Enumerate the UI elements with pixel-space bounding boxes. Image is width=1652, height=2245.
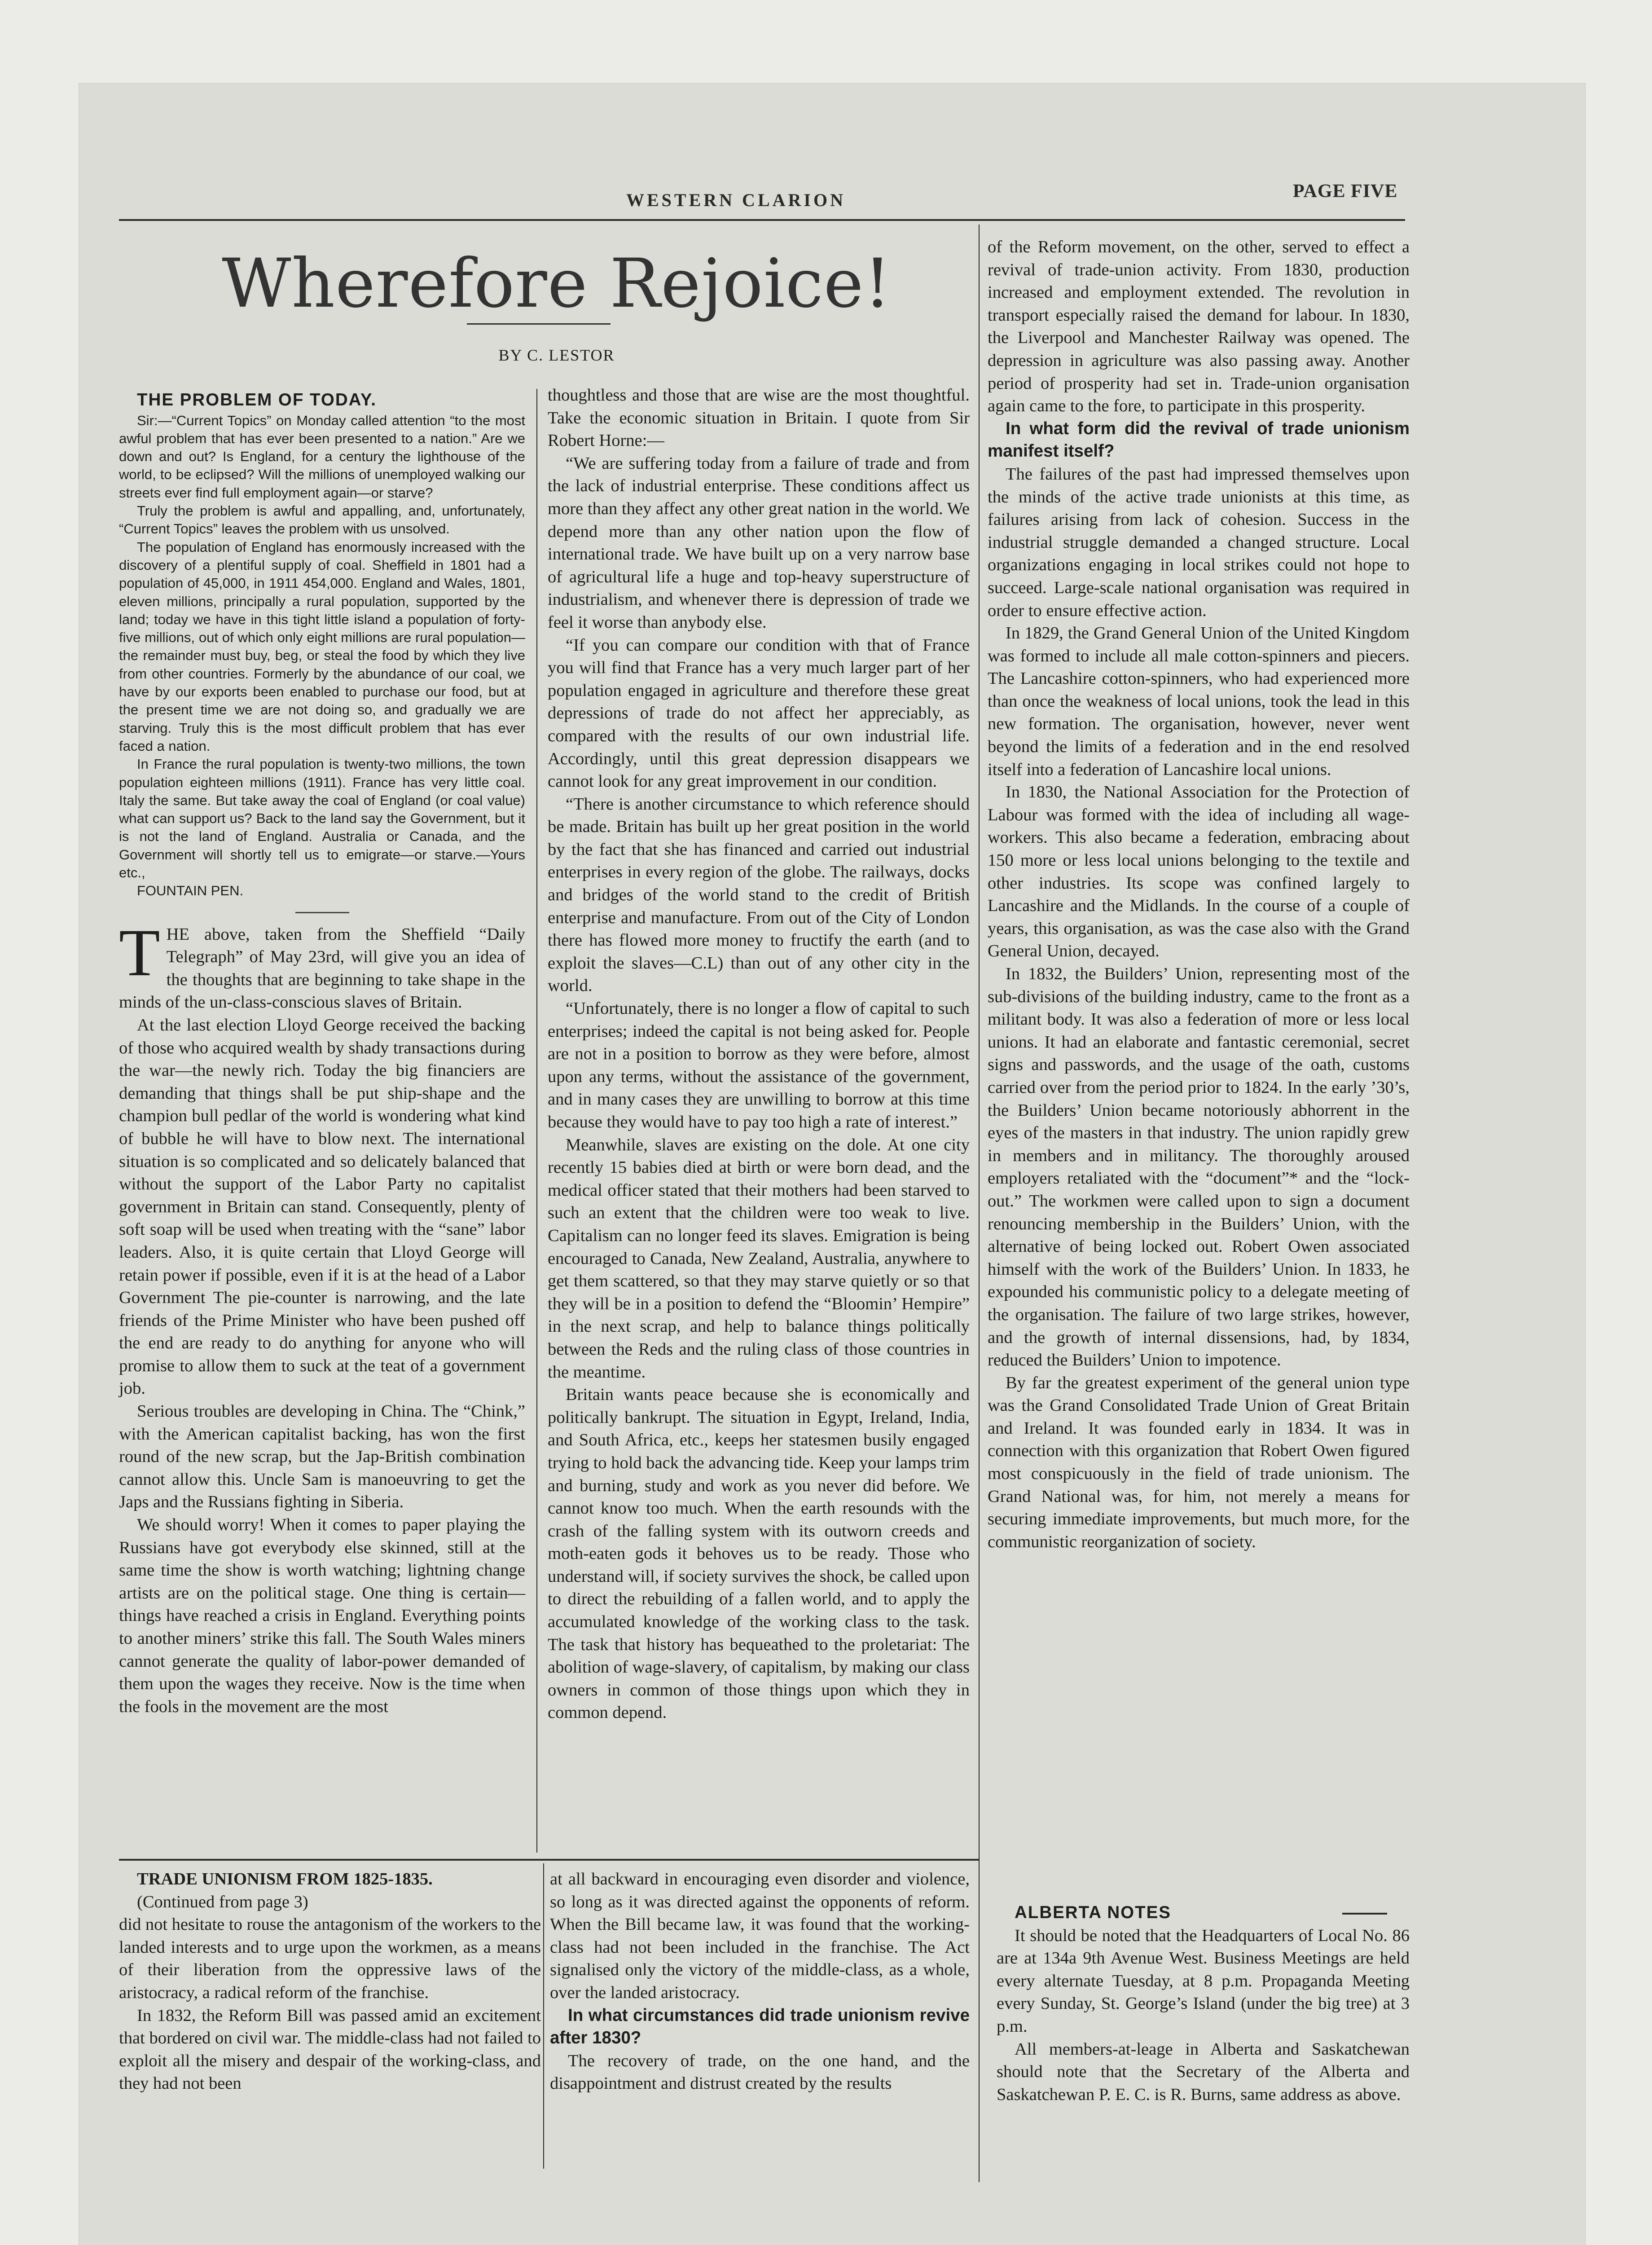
- trade-paragraph: In 1832, the Reform Bill was passed amid an excitement that bordered on civil war. The middle-class had not failed to exploit all the misery and despair of the working-class, and they had not been: [119, 2006, 541, 2093]
- article-paragraph: Britain wants peace because she is economically and politically bankrupt. The situation in Egypt, Ireland, India, and South Africa, etc., keeps her statesmen busily engaged trying to hold back the advancing tide. Keep your lamps trim and burning, study and work as you never did before. We cannot know too much. When the earth resounds with the crash of the falling system with its outworn creeds and moth-eaten gods it behoves us to be ready. Those who understand will, if society survives the shock, be called upon to direct the rebuilding of a fallen world, and to apply the accumulated knowledge of the working class to the task. The task that history has bequeathed to the proletariat: The abolition of wage-slavery, of capitalism, by making our class owners in common of those things upon which they in common depend.: [548, 1385, 970, 1722]
- article-column-2: [548, 384, 970, 1724]
- trade-paragraph: In 1830, the National Association for the Protection of Labour was formed with the idea of including all wage-workers. This also became a federation, embracing about 150 more or less local unions belonging to the textile and other industries. Its scope was confined largely to Lancashire and the Midlands. In the course of a couple of years, this organisation, as was the case also with the Grand General Union, decayed.: [988, 783, 1410, 961]
- header-rule: [119, 219, 1405, 221]
- article-paragraph: “There is another circumstance to which reference should be made. Britain has built up her great position in the world by the fact that she has financed and carried out industrial enterprises in every region of the globe. The railways, docks and bridges of the world stand to the credit of British enterprise and manufacture. From out of the City of London there has flowed more money to fructify the earth (and to exploit the slaves—C.L) than out of any other city in the world.: [548, 794, 970, 995]
- letter-paragraph: Sir:—“Current Topics” on Monday called attention “to the most awful problem that has ever been presented to a nation.” Are we down and out? Is England, for a century the lighthouse of the world, to be eclipsed? Will the millions of unemployed walking our streets ever find full employment again—or starve?: [119, 412, 525, 501]
- first-paragraph-text: HE above, taken from the Sheffield “Daily Telegraph” of May 23rd, will give you an idea of the thoughts that are beginning to take shape in the minds of the un-class-conscious slaves of Britain.: [119, 924, 525, 1012]
- separator: [295, 912, 349, 913]
- trade-continued: (Continued from page 3): [137, 1892, 308, 1911]
- trade-paragraph: at all backward in encouraging even disorder and violence, so long as it was directed against the opponents of reform. When the Bill became law, it was found that the working-class had not been included in the franchise. The Act signalised only the victory of the middle-class, as a whole, over the landed aristocracy.: [550, 1870, 970, 2002]
- article-column-1: [119, 389, 525, 1718]
- article-paragraph: Meanwhile, slaves are existing on the dole. At one city recently 15 babies died at birth or were born dead, and the medical officer stated that their mothers had been starved to such an extent that the children were too weak to live. Capitalism can no longer feed its slaves. Emigration is being encouraged to Canada, New Zealand, Australia, anywhere to get them scattered, so that they may starve quietly or so that they will be in a position to defend the “Bloomin’ Hempire” in the next scrap, and help to balance things politically between the Reds and the ruling class of those countries in the meantime.: [548, 1135, 970, 1382]
- letter-paragraph: The population of England has enormously increased with the discovery of a plentiful supply of coal. Sheffield in 1801 had a population of 45,000, in 1911 454,000. England and Wales, 1801, eleven millions, principally a rural population, supported by the land; today we have in this tight little island a population of forty-five millions, out of which only eight millions are rural population—the remainder must buy, beg, or steal the food by which they live from other countries. Formerly by the abundance of our coal, we have by our exports been enabled to purchase our food, but at the present time we are not doing so, and gradually we are starving. Truly this is the most difficult problem that has ever faced a nation.: [119, 539, 525, 754]
- trade-paragraph: The failures of the past had impressed themselves upon the minds of the active trade unionists at this time, as failures arising from lack of cohesion. Success in the industrial struggle demanded a changed structure. Local organizations engaging in local strikes could not hope to succeed. Large-scale national organisation was required in order to ensure effective action.: [988, 464, 1410, 620]
- title-rule: [467, 323, 611, 325]
- article-paragraph: We should worry! When it comes to paper playing the Russians have got everybody else skinned, still at the same time the show is worth watching; lightning change artists are on the political stage. One thing is certain—things have reached a crisis in England. Everything points to another miners’ strike this fall. The South Wales miners cannot generate the quality of labor-power demanded of them upon the wages they receive. Now is the time when the fools in the movement are the most: [119, 1515, 525, 1716]
- column-rule: [543, 1863, 544, 2169]
- trade-question-2: In what circumstances did trade unionism revive after 1830?: [550, 2005, 970, 2048]
- alberta-paragraph: All members-at-leage in Alberta and Saskatchewan should note that the Secretary of the Alberta and Saskatchewan P. E. C. is R. Burns, same address as above.: [997, 2039, 1410, 2104]
- alberta-notes: [997, 1902, 1410, 2106]
- alberta-title: ALBERTA NOTES: [1015, 1903, 1171, 1922]
- page-label: PAGE FIVE: [1293, 181, 1398, 202]
- drop-cap: T: [119, 915, 160, 990]
- article-paragraph: “If you can compare our condition with that of France you will find that France has a very much larger part of her population engaged in agriculture and therefore these great depressions of trade do not affect her appreciably, as compared with the results of our own industrial life. Accordingly, until this great depression disappears we cannot look for any great improvement in our condition.: [548, 635, 970, 791]
- letter-paragraph: Truly the problem is awful and appalling, and, unfortunately, “Current Topics” leaves the problem with us unsolved.: [119, 503, 525, 537]
- letter-body: [119, 412, 525, 900]
- trade-column-3: [988, 236, 1410, 1553]
- letter-paragraph: In France the rural population is twenty-two millions, the town population eighteen millions (1911). France has very little coal. Italy the same. But take away the coal of England (or coal value) what can support us? Back to the land say the Government, but it is not the land of England. Australia or Canada, and the Government will shortly tell us to emigrate—or starve.—Yours etc.,: [119, 756, 525, 881]
- trade-paragraph: In 1829, the Grand General Union of the United Kingdom was formed to include all male cotton-spinners and piecers. The Lancashire cotton-spinners, who had experienced more than once the weakness of local unions, took the lead in this new formation. The organisation, however, never went beyond the limits of a federation and in the end resolved itself into a federation of Lancashire local unions.: [988, 624, 1410, 779]
- article-paragraph: Serious troubles are developing in China. The “Chink,” with the American capitalist backing, has won the first round of the new scrap, but the Jap-British combination cannot allow this. Uncle Sam is manoeuvring to get the Japs and the Russians fighting in Siberia.: [119, 1402, 525, 1512]
- column-rule: [979, 224, 980, 2182]
- trade-bottom-col-1: [119, 1868, 541, 2095]
- trade-question-1: In what form did the revival of trade unionism manifest itself?: [988, 418, 1410, 461]
- column-rule: [536, 389, 537, 1853]
- trade-paragraph: The recovery of trade, on the one hand, and the disappointment and distrust created by the results: [550, 2051, 970, 2093]
- letter-heading: THE PROBLEM OF TODAY.: [137, 390, 377, 409]
- alberta-paragraph: It should be noted that the Headquarters of Local No. 86 are at 134a 9th Avenue West. Business Meetings are held every alternate Tuesday, at 8 p.m. Propaganda Meeting every Sunday, St. George’s Island (under the big tree) at 3 p.m.: [997, 1926, 1410, 2036]
- section-rule: [119, 1859, 979, 1861]
- trade-title: TRADE UNIONISM FROM 1825-1835.: [137, 1870, 433, 1888]
- byline: BY C. LESTOR: [498, 346, 615, 364]
- article-paragraph: At the last election Lloyd George received the backing of those who acquired wealth by shady transactions during the war—the newly rich. Today the big financiers are demanding that things shall be put ship-shape and the champion bull pedlar of the world is wondering what kind of bubble he will have to blow next. The international situation is so complicated and so delicately balanced that without the support of the Labor Party no capitalist government in Britain can stand. Consequently, plenty of soft soap will be used when treating with the “sane” labor leaders. Also, it is quite certain that Lloyd George will retain power if possible, even if it is at the head of a Labor Government The pie-counter is narrowing, and the late friends of the Prime Minister who have been pushed off the end are ready to do anything for anyone who will promise to allow them to suck at the teat of a government job.: [119, 1015, 525, 1398]
- trade-paragraph: did not hesitate to rouse the antagonism of the workers to the landed interests and to urge upon the workmen, as a means of their liberation from the oppressive laws of the aristocracy, a radical reform of the franchise.: [119, 1915, 541, 2002]
- trade-bottom-col-2: [550, 1868, 970, 2095]
- trade-paragraph: of the Reform movement, on the other, served to effect a revival of trade-union activity. From 1830, production increased and employment extended. The revolution in transport especially raised the demand for labour. In 1830, the Liverpool and Manchester Railway was opened. The depression in agriculture was also passing away. Another period of prosperity had set in. Trade-union organisation again came to the fore, to participate in this prosperity.: [988, 238, 1410, 416]
- article-paragraph: “We are suffering today from a failure of trade and from the lack of industrial enterprise. These conditions affect us more than they affect any other great nation in the world. We depend more than any other nation upon the flow of international trade. We have built up on a very narrow base of agricultural life a huge and top-heavy superstructure of industrialism, and whenever there is depression of trade we feel it worse than anybody else.: [548, 453, 970, 632]
- trade-paragraph: By far the greatest experiment of the general union type was the Grand Consolidated Trade Union of Great Britain and Ireland. It was founded early in 1834. It was in connection with this organization that Robert Owen figured most conspicuously in the field of trade unionism. The Grand National was, for him, not merely a means for securing immediate improvements, but much more, for the communistic reorganization of society.: [988, 1373, 1410, 1551]
- article-paragraph: thoughtless and those that are wise are the most thoughtful. Take the economic situation in Britain. I quote from Sir Robert Horne:—: [548, 386, 970, 450]
- trade-paragraph: In 1832, the Builders’ Union, representing most of the sub-divisions of the building industry, came to the front as a militant body. It was also a federation of more or less local unions. It had an elaborate and fantastic ceremonial, secret signs and passwords, and the usage of the oath, customs carried over from the period prior to 1824. In the early ’30’s, the Builders’ Union became notoriously abhorrent in the eyes of the masters in that industry. The union rapidly grew in members and in militancy. The thoroughly aroused employers retaliated with the “document”* and the “lock-out.” The workmen were called upon to sign a document renouncing membership in the Builders’ Union, with the alternative of being locked out. Robert Owen associated himself with the work of the Builders’ Union. In 1833, he expounded his communistic policy to a delegate meeting of the organisation. The failure of two large strikes, however, and the growth of internal dissensions, had, by 1834, reduced the Builders’ Union to impotence.: [988, 964, 1410, 1370]
- paper-name: WESTERN CLARION: [626, 190, 846, 210]
- article-paragraph: [119, 915, 525, 1014]
- letter-signature: FOUNTAIN PEN.: [137, 883, 244, 899]
- article-paragraph: “Unfortunately, there is no longer a flow of capital to such enterprises; indeed the capital is not being asked for. People are not in a position to borrow as they were before, almost upon any terms, without the assistance of the government, and in many cases they are unwilling to borrow at this time because they would have to pay too high a rate of interest.”: [548, 999, 970, 1131]
- article-title: Wherefore Rejoice!: [222, 245, 892, 323]
- alberta-rule: [1342, 1913, 1387, 1915]
